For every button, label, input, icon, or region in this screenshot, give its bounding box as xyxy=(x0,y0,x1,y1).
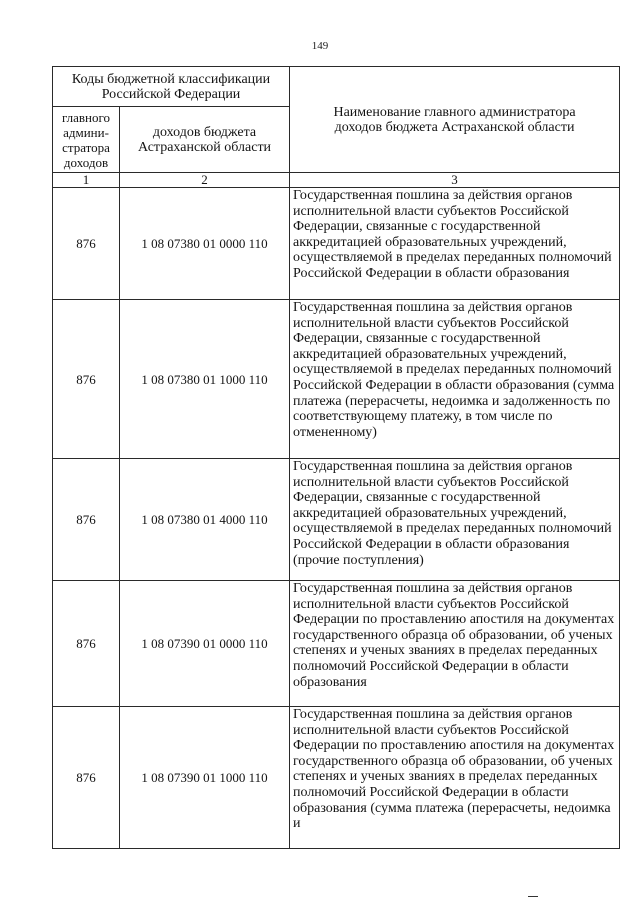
table-row xyxy=(53,188,620,300)
budget-code: 1 08 07390 01 1000 110 xyxy=(120,707,290,849)
revenue-name: Государственная пошлина за действия органов исполнительной власти субъектов Российской Федерации по проставлению апостиля на документах государственного образца об образовании, об ученых степенях и ученых званиях в пределах переданных полномочий Российской Федерации в области образования (сумма платежа (перерасчеты, недоимка и xyxy=(290,707,620,849)
revenue-name: Государственная пошлина за действия органов исполнительной власти субъектов Российской Федерации, связанные с государственной аккредитацией образовательных учреждений, осуществляемой в пределах переданных полномочий Российской Федерации в области образования xyxy=(290,188,620,300)
budget-code: 1 08 07380 01 4000 110 xyxy=(120,459,290,581)
revenue-name: Государственная пошлина за действия органов исполнительной власти субъектов Российской Федерации, связанные с государственной аккредитацией образовательных учреждений, осуществляемой в пределах переданных полномочий Российской Федерации в области образования (сумма платежа (перерасчеты, недоимка и задолженность по соответствующему платежу, в том числе по отмененному) xyxy=(290,300,620,459)
admin-code: 876 xyxy=(53,188,120,300)
budget-classification-table xyxy=(52,66,620,849)
budget-code: 1 08 07380 01 0000 110 xyxy=(120,188,290,300)
table-row xyxy=(53,459,620,581)
admin-code: 876 xyxy=(53,581,120,707)
footer-dash xyxy=(528,896,538,897)
table-row xyxy=(53,300,620,459)
budget-code: 1 08 07380 01 1000 110 xyxy=(120,300,290,459)
table-row xyxy=(53,707,620,849)
page-number: 149 xyxy=(311,40,329,52)
header-administrator-name: Наименование главного администратора доходов бюджета Астраханской области xyxy=(290,67,620,173)
budget-code: 1 08 07390 01 0000 110 xyxy=(120,581,290,707)
revenue-name: Государственная пошлина за действия органов исполнительной власти субъектов Российской Федерации, связанные с государственной аккредитацией образовательных учреждений, осуществляемой в пределах переданных полномочий Российской Федерации в области образования (прочие поступления) xyxy=(290,459,620,581)
admin-code: 876 xyxy=(53,459,120,581)
revenue-name: Государственная пошлина за действия органов исполнительной власти субъектов Российской Федерации по проставлению апостиля на документах государственного образца об образовании, об ученых степенях и ученых званиях в пределах переданных полномочий Российской Федерации в области образования xyxy=(290,581,620,707)
admin-code: 876 xyxy=(53,300,120,459)
column-number: 3 xyxy=(290,173,620,188)
header-revenue-code: доходов бюджета Астраханской области xyxy=(120,107,290,173)
column-number: 2 xyxy=(120,173,290,188)
header-budget-codes: Коды бюджетной классификации Российской Федерации xyxy=(53,67,290,107)
table-row xyxy=(53,581,620,707)
admin-code: 876 xyxy=(53,707,120,849)
column-number: 1 xyxy=(53,173,120,188)
header-chief-administrator: главного админи-стратора доходов xyxy=(53,107,120,173)
